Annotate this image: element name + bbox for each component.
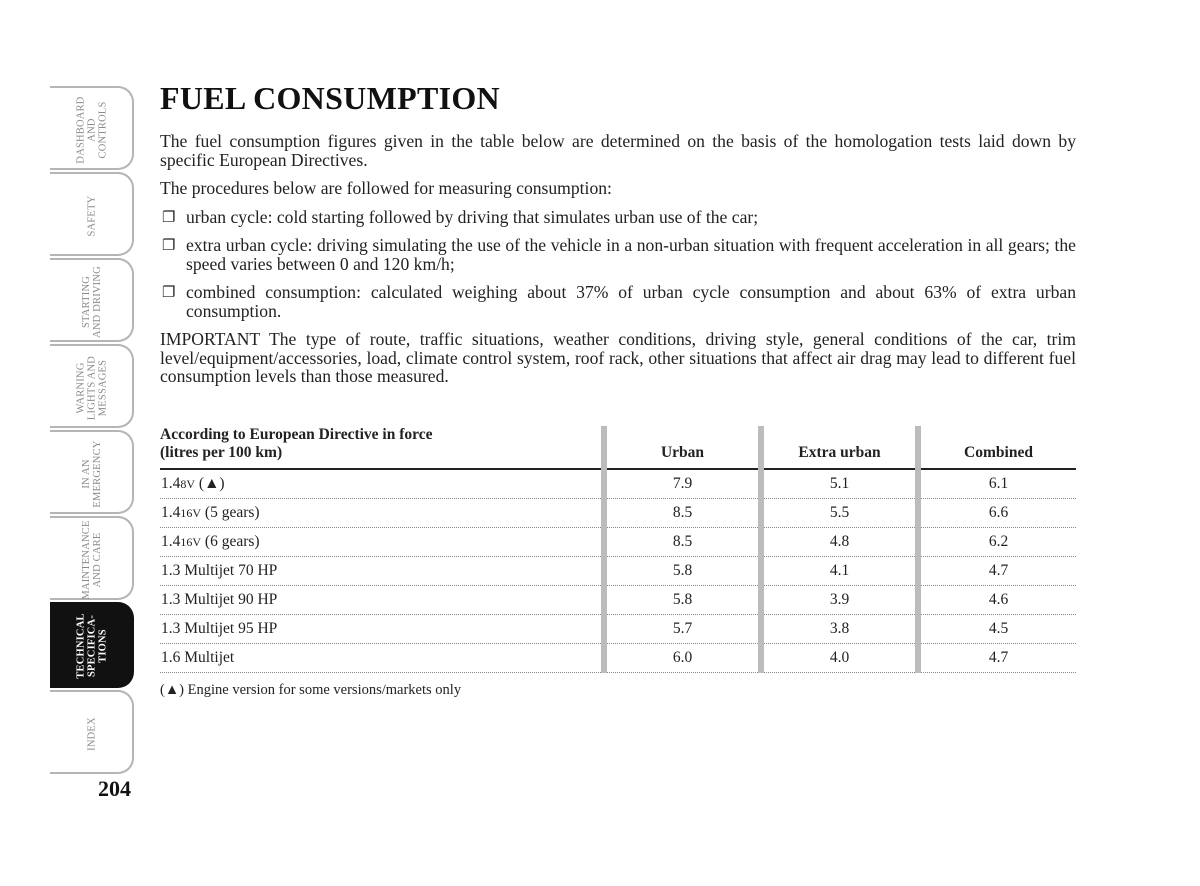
table-header-row	[160, 426, 1076, 469]
body-text	[160, 132, 1076, 396]
combined-cell: 6.2	[918, 528, 1076, 557]
urban-cell: 6.0	[604, 644, 761, 673]
tab-label: INDEX	[86, 717, 98, 751]
urban-cell: 8.5	[604, 499, 761, 528]
checkbox-bullet-icon: ❐	[162, 285, 176, 301]
table-row	[160, 499, 1076, 528]
extra-urban-cell: 4.1	[761, 557, 918, 586]
extra-urban-cell: 5.5	[761, 499, 918, 528]
important-note: IMPORTANT The type of route, traffic situations, weather conditions, driving style, general conditions of the car, trim level/equipment/accessories, load, climate control system, roof rack, other situations that affect air drag may lead to different fuel consumption levels than those measured.	[160, 329, 1076, 386]
header-units: (litres per 100 km)	[160, 444, 283, 461]
engine-cell: 1.3 Multijet 95 HP	[160, 615, 604, 644]
checkbox-bullet-icon: ❐	[162, 209, 176, 226]
tab-maintenance-and-care[interactable]	[50, 516, 134, 600]
engine-cell: 1.416V (5 gears)	[160, 499, 604, 528]
bullet-text: combined consumption: calculated weighing about 37% of urban cycle consumption and about 63% of extra urban consumption.	[186, 282, 1076, 321]
combined-cell: 4.5	[918, 615, 1076, 644]
urban-cell: 5.8	[604, 586, 761, 615]
table-footnote: (▲) Engine version for some versions/markets only	[160, 682, 462, 698]
tab-in-an-emergency[interactable]	[50, 430, 134, 514]
column-header-combined: Combined	[918, 426, 1076, 469]
column-header-urban: Urban	[604, 426, 761, 469]
extra-urban-cell: 5.1	[761, 469, 918, 499]
engine-cell: 1.3 Multijet 70 HP	[160, 557, 604, 586]
extra-urban-cell: 3.8	[761, 615, 918, 644]
combined-cell: 4.7	[918, 644, 1076, 673]
table-row	[160, 615, 1076, 644]
page-title: FUEL CONSUMPTION	[160, 80, 500, 116]
engine-cell: 1.48V (▲)	[160, 469, 604, 499]
tab-label: SAFETY	[86, 195, 98, 237]
bullet-text: extra urban cycle: driving simulating the use of the vehicle in a non-urban situation with frequent acceleration in all gears; the speed varies between 0 and 120 km/h;	[186, 235, 1076, 274]
table-row	[160, 469, 1076, 499]
procedures-intro: The procedures below are followed for measuring consumption:	[160, 178, 612, 198]
page-number: 204	[98, 776, 131, 801]
tab-label: IN AN EMERGENCY	[81, 440, 103, 508]
tab-label: WARNING LIGHTS AND MESSAGES	[75, 355, 109, 421]
urban-cell: 7.9	[604, 469, 761, 499]
tab-label: STARTING AND DRIVING	[81, 266, 103, 338]
engine-cell: 1.3 Multijet 90 HP	[160, 586, 604, 615]
tab-starting-and-driving[interactable]	[50, 258, 134, 342]
urban-cell: 5.8	[604, 557, 761, 586]
table-header-description	[160, 426, 604, 469]
engine-cell: 1.6 Multijet	[160, 644, 604, 673]
checkbox-bullet-icon: ❐	[162, 238, 176, 254]
extra-urban-cell: 4.0	[761, 644, 918, 673]
extra-urban-cell: 3.9	[761, 586, 918, 615]
extra-urban-cell: 4.8	[761, 528, 918, 557]
bullet-text: urban cycle: cold starting followed by driving that simulates urban use of the car;	[186, 206, 759, 227]
bullet-extra-urban-cycle	[160, 236, 1076, 273]
intro-paragraph: The fuel consumption figures given in the table below are determined on the basis of the homologation tests laid down by specific European Directives.	[160, 131, 1076, 170]
table-row	[160, 644, 1076, 673]
combined-cell: 4.7	[918, 557, 1076, 586]
tab-warning-lights-and-messages[interactable]	[50, 344, 134, 428]
fuel-consumption-table	[160, 426, 1076, 673]
engine-cell: 1.416V (6 gears)	[160, 528, 604, 557]
tab-dashboard-and-controls[interactable]	[50, 86, 134, 170]
column-header-extra-urban: Extra urban	[761, 426, 918, 469]
bullet-combined-consumption	[160, 283, 1076, 320]
tab-label: TECHNICAL SPECIFICA- TIONS	[75, 613, 109, 679]
tab-index[interactable]	[50, 690, 134, 774]
table-row	[160, 586, 1076, 615]
bullet-urban-cycle	[160, 208, 1076, 227]
tab-label: DASHBOARD AND CONTROLS	[75, 96, 109, 164]
combined-cell: 6.6	[918, 499, 1076, 528]
tab-label: MAINTENANCE AND CARE	[81, 520, 103, 600]
table-row	[160, 557, 1076, 586]
tab-safety[interactable]	[50, 172, 134, 256]
table-row	[160, 528, 1076, 557]
combined-cell: 6.1	[918, 469, 1076, 499]
combined-cell: 4.6	[918, 586, 1076, 615]
urban-cell: 8.5	[604, 528, 761, 557]
urban-cell: 5.7	[604, 615, 761, 644]
tab-technical-specifications[interactable]	[50, 602, 134, 688]
header-directive: According to European Directive in force	[160, 426, 433, 443]
